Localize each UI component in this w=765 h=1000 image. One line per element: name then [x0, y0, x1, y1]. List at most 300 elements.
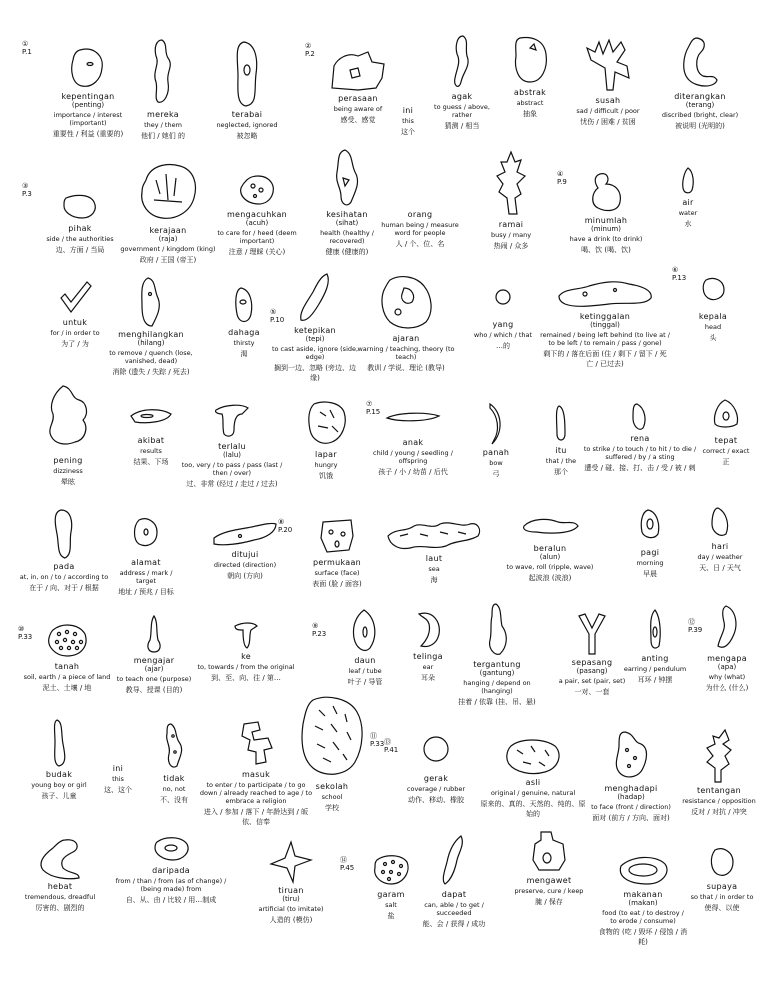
entry-gloss: salt — [385, 901, 397, 909]
entry-gloss: thirsty — [233, 339, 255, 347]
blob-drawing — [615, 852, 671, 888]
vocab-entry — [476, 402, 516, 479]
blob-drawing — [131, 516, 161, 550]
entry-chinese: 人 / 个、位、名 — [395, 240, 445, 248]
vocab-entry — [676, 728, 762, 817]
entry-chinese: 消除 (遗失 / 失踪 / 死去) — [112, 368, 190, 376]
entry-root: (pasang) — [576, 667, 608, 675]
blob-drawing — [142, 614, 166, 654]
vocab-entry — [414, 834, 494, 929]
entry-gloss: this — [112, 775, 124, 783]
vocab-entry — [212, 40, 282, 141]
textured-blob-drawing — [297, 694, 367, 780]
entry-gloss: who / which / that — [473, 331, 533, 339]
entry-root: (apa) — [717, 663, 737, 671]
vocab-entry — [386, 518, 482, 585]
vocab-entry — [388, 104, 428, 137]
entry-chinese: 起波浪 (波浪) — [528, 574, 572, 582]
entry-root: (alun) — [539, 553, 561, 561]
entry-word: sepasang — [571, 658, 613, 667]
blob-drawing — [711, 398, 741, 430]
entry-chinese: 孩子 / 小 / 幼苗 / 后代 — [378, 468, 448, 476]
entry-word: minumlah — [584, 216, 628, 225]
entry-word: makanan — [623, 890, 663, 899]
entry-gloss: human being / measure word for people — [381, 221, 459, 237]
entry-chinese: 面对 (前方 / 方向、面对) — [592, 814, 670, 822]
blob-drawing — [47, 718, 71, 768]
entry-chinese: 忧伤 / 困难 / 贫困 — [580, 118, 636, 126]
blob-drawing — [708, 506, 732, 540]
page-marker: ⑭ P.45 — [340, 856, 355, 872]
vocab-entry — [282, 694, 385, 813]
blob-drawing — [699, 728, 739, 784]
vocab-entry — [10, 836, 110, 913]
entry-root: (hadap) — [617, 793, 645, 801]
entry-chinese: 这、这个 — [104, 786, 132, 794]
vocab-entry — [180, 400, 284, 489]
entry-chinese: 剩下的 / 落在后面 (住 / 剩下 / 留下 / 死亡 / 已过去) — [543, 350, 667, 368]
blob-drawing — [210, 518, 280, 548]
vocab-entry — [116, 406, 186, 467]
entry-word: terabai — [231, 110, 263, 119]
vocab-entry — [38, 46, 138, 139]
entry-word: kerajaan — [149, 226, 187, 235]
entry-word: gerak — [423, 774, 449, 783]
entry-chinese: 使得、以使 — [704, 904, 740, 912]
entry-chinese: 热闹 / 众多 — [493, 242, 529, 250]
entry-gloss: artificial (to imitate) — [258, 905, 324, 913]
blob-drawing — [583, 34, 633, 94]
entry-chinese: 进入 / 参加 / 落下 / 年龄达到 / 皈依、信奉 — [203, 808, 309, 826]
blob-drawing — [376, 272, 436, 332]
entry-gloss: soil, earth / a piece of land — [23, 673, 111, 681]
circle-drawing — [494, 288, 512, 306]
entry-word: ditujui — [231, 550, 259, 559]
entry-word: pihak — [68, 224, 92, 233]
entry-gloss: to care for / heed (deem important) — [217, 229, 297, 245]
entry-chinese: 头 — [709, 334, 717, 342]
entry-word: untuk — [62, 318, 88, 327]
entry-chinese: 表面 (脸 / 面容) — [312, 580, 362, 588]
entry-word: anak — [402, 438, 424, 447]
vocab-entry — [270, 272, 360, 383]
vocab-entry — [556, 170, 656, 255]
entry-gloss: busy / many — [490, 231, 532, 239]
entry-word: mengajar — [133, 656, 175, 665]
blob-drawing — [447, 34, 477, 90]
entry-gloss: at, in, on / to / according to — [19, 573, 109, 581]
blob-drawing — [148, 38, 178, 108]
entry-chinese: 动作、移动、橡胶 — [408, 796, 464, 804]
vocab-entry — [14, 718, 104, 801]
entry-word: terlalu — [218, 442, 246, 451]
page-marker: ③ P.3 — [22, 182, 32, 198]
entry-gloss: child / young / seedling / offspring — [373, 449, 453, 465]
entry-chinese: 被说明 (光明的) — [675, 122, 725, 130]
entry-gloss: to teach one (purpose) — [116, 675, 192, 683]
page-marker: ① P.1 — [22, 40, 32, 56]
blob-drawing — [707, 846, 737, 880]
entry-word: tentangan — [697, 786, 741, 795]
blob-drawing — [328, 48, 388, 92]
blob-drawing — [503, 736, 563, 776]
entry-word: hebat — [47, 882, 73, 891]
vocab-entry — [386, 734, 486, 805]
entry-chinese: …的 — [496, 342, 510, 350]
entry-chinese: 喝、饮 (喝、饮) — [581, 246, 631, 254]
entry-word: supaya — [706, 882, 738, 891]
entry-gloss: neglected, ignored — [216, 121, 278, 129]
entry-root: (tinggal) — [590, 321, 620, 329]
entry-chinese: 水 — [684, 220, 692, 228]
vocab-entry — [458, 288, 548, 351]
entry-gloss: to guess / above, rather — [434, 103, 490, 119]
entry-gloss: have a drink (to drink) — [569, 235, 643, 243]
bow-drawing — [486, 402, 506, 446]
entry-gloss: so that / in order to — [690, 893, 754, 901]
checkmark-drawing — [57, 280, 93, 316]
entry-chinese: 为了 / 为 — [61, 340, 89, 348]
entry-gloss: to cast aside, ignore (side, edge) — [271, 345, 359, 361]
vocab-entry — [690, 276, 736, 343]
vocab-entry — [650, 34, 750, 131]
entry-gloss: to wave, roll (ripple, wave) — [506, 563, 594, 571]
vocab-entry — [380, 208, 460, 249]
entry-chinese: 感受、感觉 — [340, 116, 376, 124]
entry-gloss: preserve, cure / keep — [514, 887, 584, 895]
entry-word: anting — [641, 654, 669, 663]
blob-drawing — [700, 276, 726, 302]
entry-gloss: importance / interest (important) — [53, 111, 123, 127]
vocab-entry — [432, 34, 492, 131]
vocab-entry — [500, 512, 600, 583]
vocab-entry — [14, 508, 114, 593]
entry-word: tidak — [163, 774, 185, 783]
entry-root: (penting) — [71, 101, 105, 109]
entry-gloss: remained / being left behind (to live at / to be left / to remain / pass / gone) — [540, 331, 670, 347]
entry-chinese: 那个 — [554, 468, 568, 476]
y-shape-drawing — [575, 612, 609, 656]
blob-drawing — [304, 398, 348, 448]
blob-drawing — [35, 836, 85, 880]
blob-drawing — [159, 722, 189, 772]
entry-chinese: 在于 / 向、对于 / 根据 — [29, 584, 99, 592]
entry-word: laut — [425, 554, 443, 563]
entry-word: rena — [630, 434, 650, 443]
entry-gloss: correct / exact — [702, 447, 750, 455]
blob-drawing — [234, 720, 278, 768]
entry-word: yang — [492, 320, 514, 329]
entry-chinese: 海 — [430, 576, 438, 584]
entry-chinese: 早晨 — [643, 570, 657, 578]
entry-root: (tepi) — [305, 335, 325, 343]
entry-gloss: health (healthy / recovered) — [320, 229, 374, 245]
entry-chinese: 饥饿 — [319, 472, 333, 480]
entry-word: dahaga — [228, 328, 260, 337]
blob-drawing — [629, 402, 651, 432]
blob-drawing — [297, 272, 333, 324]
blob-drawing — [678, 166, 698, 196]
vocab-entry — [96, 276, 206, 377]
vocab-entry — [106, 834, 236, 905]
entry-word: panah — [482, 448, 510, 457]
entry-word: budak — [45, 770, 73, 779]
blob-drawing — [49, 508, 79, 560]
vocab-entry — [146, 722, 202, 805]
entry-chinese: 泥土、土壤 / 地 — [42, 684, 92, 692]
entry-gloss: to remove / quench (lose, vanished, dead) — [109, 349, 193, 365]
blob-drawing — [229, 286, 259, 326]
entry-gloss: school — [321, 793, 343, 801]
entry-chinese: 健康 (健康的) — [325, 248, 369, 256]
entry-chinese: 盐 — [387, 912, 395, 920]
entry-word: garam — [377, 890, 405, 899]
blob-drawing — [480, 602, 514, 658]
page-marker: ⑨ P.23 — [312, 622, 327, 638]
entry-word: perasaan — [338, 94, 378, 103]
vocab-entry — [356, 272, 456, 373]
vocab-entry — [568, 34, 648, 127]
entry-gloss: side / the authorities — [46, 235, 114, 243]
blob-drawing — [127, 406, 175, 426]
entry-word: hari — [711, 542, 729, 551]
entry-word: mengawet — [526, 876, 572, 885]
entry-chinese: 朝向 (方向) — [227, 572, 263, 580]
entry-word: tepat — [714, 436, 738, 445]
page-marker: ⑫ P.39 — [688, 618, 703, 634]
entry-word: beralun — [533, 544, 567, 553]
page-marker: ② P.2 — [305, 42, 315, 58]
entry-chinese: 腌 / 保存 — [535, 898, 563, 906]
vocab-entry — [620, 508, 680, 579]
entry-gloss: bow — [489, 459, 503, 467]
blob-drawing — [151, 834, 191, 864]
vocab-entry — [236, 840, 346, 925]
vocab-entry — [98, 762, 138, 795]
entry-word: ke — [241, 652, 251, 661]
entry-gloss: too, very / to pass / pass (last / then / over) — [181, 461, 283, 477]
entry-chinese: 孩子、儿童 — [41, 792, 77, 800]
blob-drawing — [237, 172, 277, 208]
earring-drawing — [643, 608, 667, 652]
dotted-blob-drawing — [45, 620, 89, 660]
entry-gloss: head — [704, 323, 722, 331]
vocab-entry — [212, 172, 302, 257]
entry-chinese: 到、至、向、往 / 第… — [211, 674, 281, 682]
entry-gloss: surface (face) — [314, 569, 360, 577]
vocab-entry — [398, 610, 458, 683]
entry-root: (makan) — [628, 899, 658, 907]
vocab-entry — [696, 398, 756, 467]
entry-word: masuk — [241, 770, 271, 779]
entry-chinese: 耳环 / 钟摆 — [637, 676, 673, 684]
entry-chinese: 被忽略 — [236, 132, 258, 140]
entry-gloss: that / the — [545, 457, 577, 465]
vocab-entry — [200, 518, 293, 581]
vocab-entry — [680, 506, 760, 573]
entry-gloss: to face (front / direction) — [591, 803, 671, 811]
entry-word: asli — [525, 778, 541, 787]
entry-chinese: 人造的 (模仿) — [269, 916, 313, 924]
entry-chinese: 教导、授课 (目的) — [125, 686, 183, 694]
entry-gloss: dizziness — [53, 467, 83, 475]
vocab-entry — [302, 148, 392, 257]
entry-gloss: discribed (bright, clear) — [661, 111, 739, 119]
entry-gloss: results — [140, 447, 162, 455]
page-marker: ⑬ P.41 — [384, 738, 399, 754]
vocab-entry — [540, 276, 670, 369]
ear-drawing — [413, 610, 443, 650]
vocab-entry — [536, 404, 586, 477]
entry-chinese: 猜测 / 相当 — [444, 122, 480, 130]
entry-root: (minum) — [591, 225, 621, 233]
vocab-entry — [292, 516, 382, 589]
entry-gloss: directed (direction) — [213, 561, 277, 569]
blob-drawing — [43, 384, 93, 454]
vocab-entry — [330, 608, 400, 687]
entry-chinese: 天、日 / 天气 — [699, 564, 741, 572]
blob-drawing — [551, 404, 571, 444]
entry-chinese: 重要性 / 利益 (重要的) — [52, 130, 124, 138]
vocab-entry — [214, 286, 274, 359]
blob-drawing — [68, 46, 108, 90]
entry-word: ini — [112, 764, 124, 773]
entry-gloss: to strike / to touch / to hit / to die / suffered / by / a sting — [583, 445, 697, 461]
blob-drawing — [329, 148, 365, 208]
entry-word: ketinggalan — [579, 312, 631, 321]
leaf-drawing — [348, 608, 382, 654]
entry-chinese: 挂着 / 依靠 (挂、吊、悬) — [458, 698, 536, 706]
entry-root: (hilang) — [137, 339, 165, 347]
entry-word: tergantung — [473, 660, 521, 669]
entry-word: daun — [354, 656, 376, 665]
entry-root: (raja) — [158, 235, 178, 243]
blob-drawing — [60, 192, 100, 222]
entry-gloss: sea — [428, 565, 440, 573]
vocab-entry — [580, 402, 700, 473]
entry-chinese: 叶子 / 导管 — [347, 678, 383, 686]
entry-chinese: 搁到一边、忽略 (旁边、边缘) — [274, 364, 356, 382]
entry-chinese: 边、方面 / 当局 — [55, 246, 105, 254]
blob-drawing — [134, 276, 168, 328]
vocab-entry — [692, 604, 762, 693]
entry-gloss: resistance / opposition — [682, 797, 756, 805]
blob-drawing — [677, 34, 723, 90]
blob-drawing — [212, 400, 252, 440]
blob-drawing — [437, 834, 471, 888]
entry-gloss: day / weather — [697, 553, 743, 561]
entry-root: (terang) — [685, 101, 715, 109]
vocab-entry — [494, 830, 604, 907]
entry-word: abstrak — [513, 88, 547, 97]
entry-word: tiruan — [278, 886, 304, 895]
entry-word: tanah — [54, 662, 80, 671]
vocab-entry — [12, 620, 122, 693]
jar-drawing — [529, 830, 569, 874]
entry-word: ini — [402, 106, 414, 115]
vocab-entry — [30, 192, 130, 255]
entry-gloss: this — [402, 117, 414, 125]
page-marker: ⑪ P.33 — [370, 732, 385, 748]
blob-drawing — [611, 730, 651, 782]
entry-chinese: 结果、下场 — [133, 458, 169, 466]
entry-chinese: 过、非常 (经过 / 走过 / 过去) — [186, 480, 278, 488]
entry-word: kepala — [698, 312, 728, 321]
entry-gloss: a pair, set (pair, set) — [558, 677, 626, 685]
entry-root: (tiru) — [282, 895, 300, 903]
vocab-entry — [116, 516, 176, 597]
entry-gloss: leaf / tube — [348, 667, 382, 675]
entry-gloss: for / in order to — [50, 329, 100, 337]
entry-word: kepentingan — [61, 92, 115, 101]
entry-root: (lalu) — [222, 451, 242, 459]
entry-gloss: from / than / from (as of change) / (being made) from — [115, 877, 227, 893]
circle-drawing — [421, 734, 451, 764]
vocab-entry — [586, 730, 676, 823]
entry-word: kesihatan — [326, 210, 368, 219]
blob-drawing — [510, 34, 550, 86]
entry-gloss: address / mark / target — [119, 569, 173, 585]
entry-gloss: hungry — [314, 461, 338, 469]
entry-chinese: 教训 / 学说、理论 (教导) — [367, 364, 445, 372]
entry-word: ramai — [498, 220, 524, 229]
entry-word: lapar — [315, 450, 337, 459]
entry-chinese: 遭受 / 碰、接、打、击 / 受 / 被 / 刺 — [584, 464, 696, 472]
entry-word: permukaan — [312, 558, 362, 567]
entry-chinese: 政府 / 王国 (帝王) — [139, 256, 197, 264]
vocab-entry — [112, 614, 196, 695]
entry-gloss: ear — [422, 663, 434, 671]
blob-drawing — [638, 508, 662, 542]
entry-gloss: to enter / to participate / to go down / already reached to age / to embrace a religion — [199, 781, 313, 805]
entry-word: agak — [451, 92, 473, 101]
blob-drawing — [231, 620, 261, 650]
entry-word: pada — [53, 562, 75, 571]
blob-drawing — [555, 276, 655, 310]
page-marker: ⑤ P.10 — [270, 308, 285, 324]
entry-chinese: 能、会 / 获得 / 成功 — [422, 920, 486, 928]
entry-word: ketepikan — [294, 326, 336, 335]
entry-gloss: tremendous, dreadful — [24, 893, 96, 901]
entry-chinese: 注意 / 理睬 (关心) — [228, 248, 286, 256]
entry-chinese: 学校 — [325, 804, 339, 812]
vocab-entry — [196, 620, 296, 683]
entry-word: akibat — [137, 436, 165, 445]
vocab-entry — [620, 608, 690, 685]
vocab-entry — [476, 150, 546, 251]
vocab-entry — [452, 602, 542, 707]
entry-word: ajaran — [392, 334, 420, 343]
entry-gloss: hanging / depend on (hanging) — [463, 679, 531, 695]
entry-root: (acuh) — [245, 219, 269, 227]
blob-drawing — [586, 170, 626, 214]
entry-chinese: 渴 — [240, 350, 248, 358]
vocab-entry — [500, 34, 560, 119]
entry-word: mengacuhkan — [226, 210, 288, 219]
blob-drawing — [136, 160, 200, 224]
blob-drawing — [520, 512, 580, 536]
entry-gloss: warning / teaching, theory (to teach) — [357, 345, 455, 361]
entry-word: menghilangkan — [118, 330, 184, 339]
vocab-entry — [28, 384, 108, 487]
entry-word: menghadapi — [604, 784, 658, 793]
entry-gloss: no, not — [162, 785, 186, 793]
vocab-entry — [296, 398, 356, 481]
blob-drawing — [491, 150, 531, 218]
entry-gloss: earring / pendulum — [623, 665, 687, 673]
vocab-entry — [598, 852, 688, 947]
entry-chinese: 为什么 (什么) — [705, 684, 749, 692]
